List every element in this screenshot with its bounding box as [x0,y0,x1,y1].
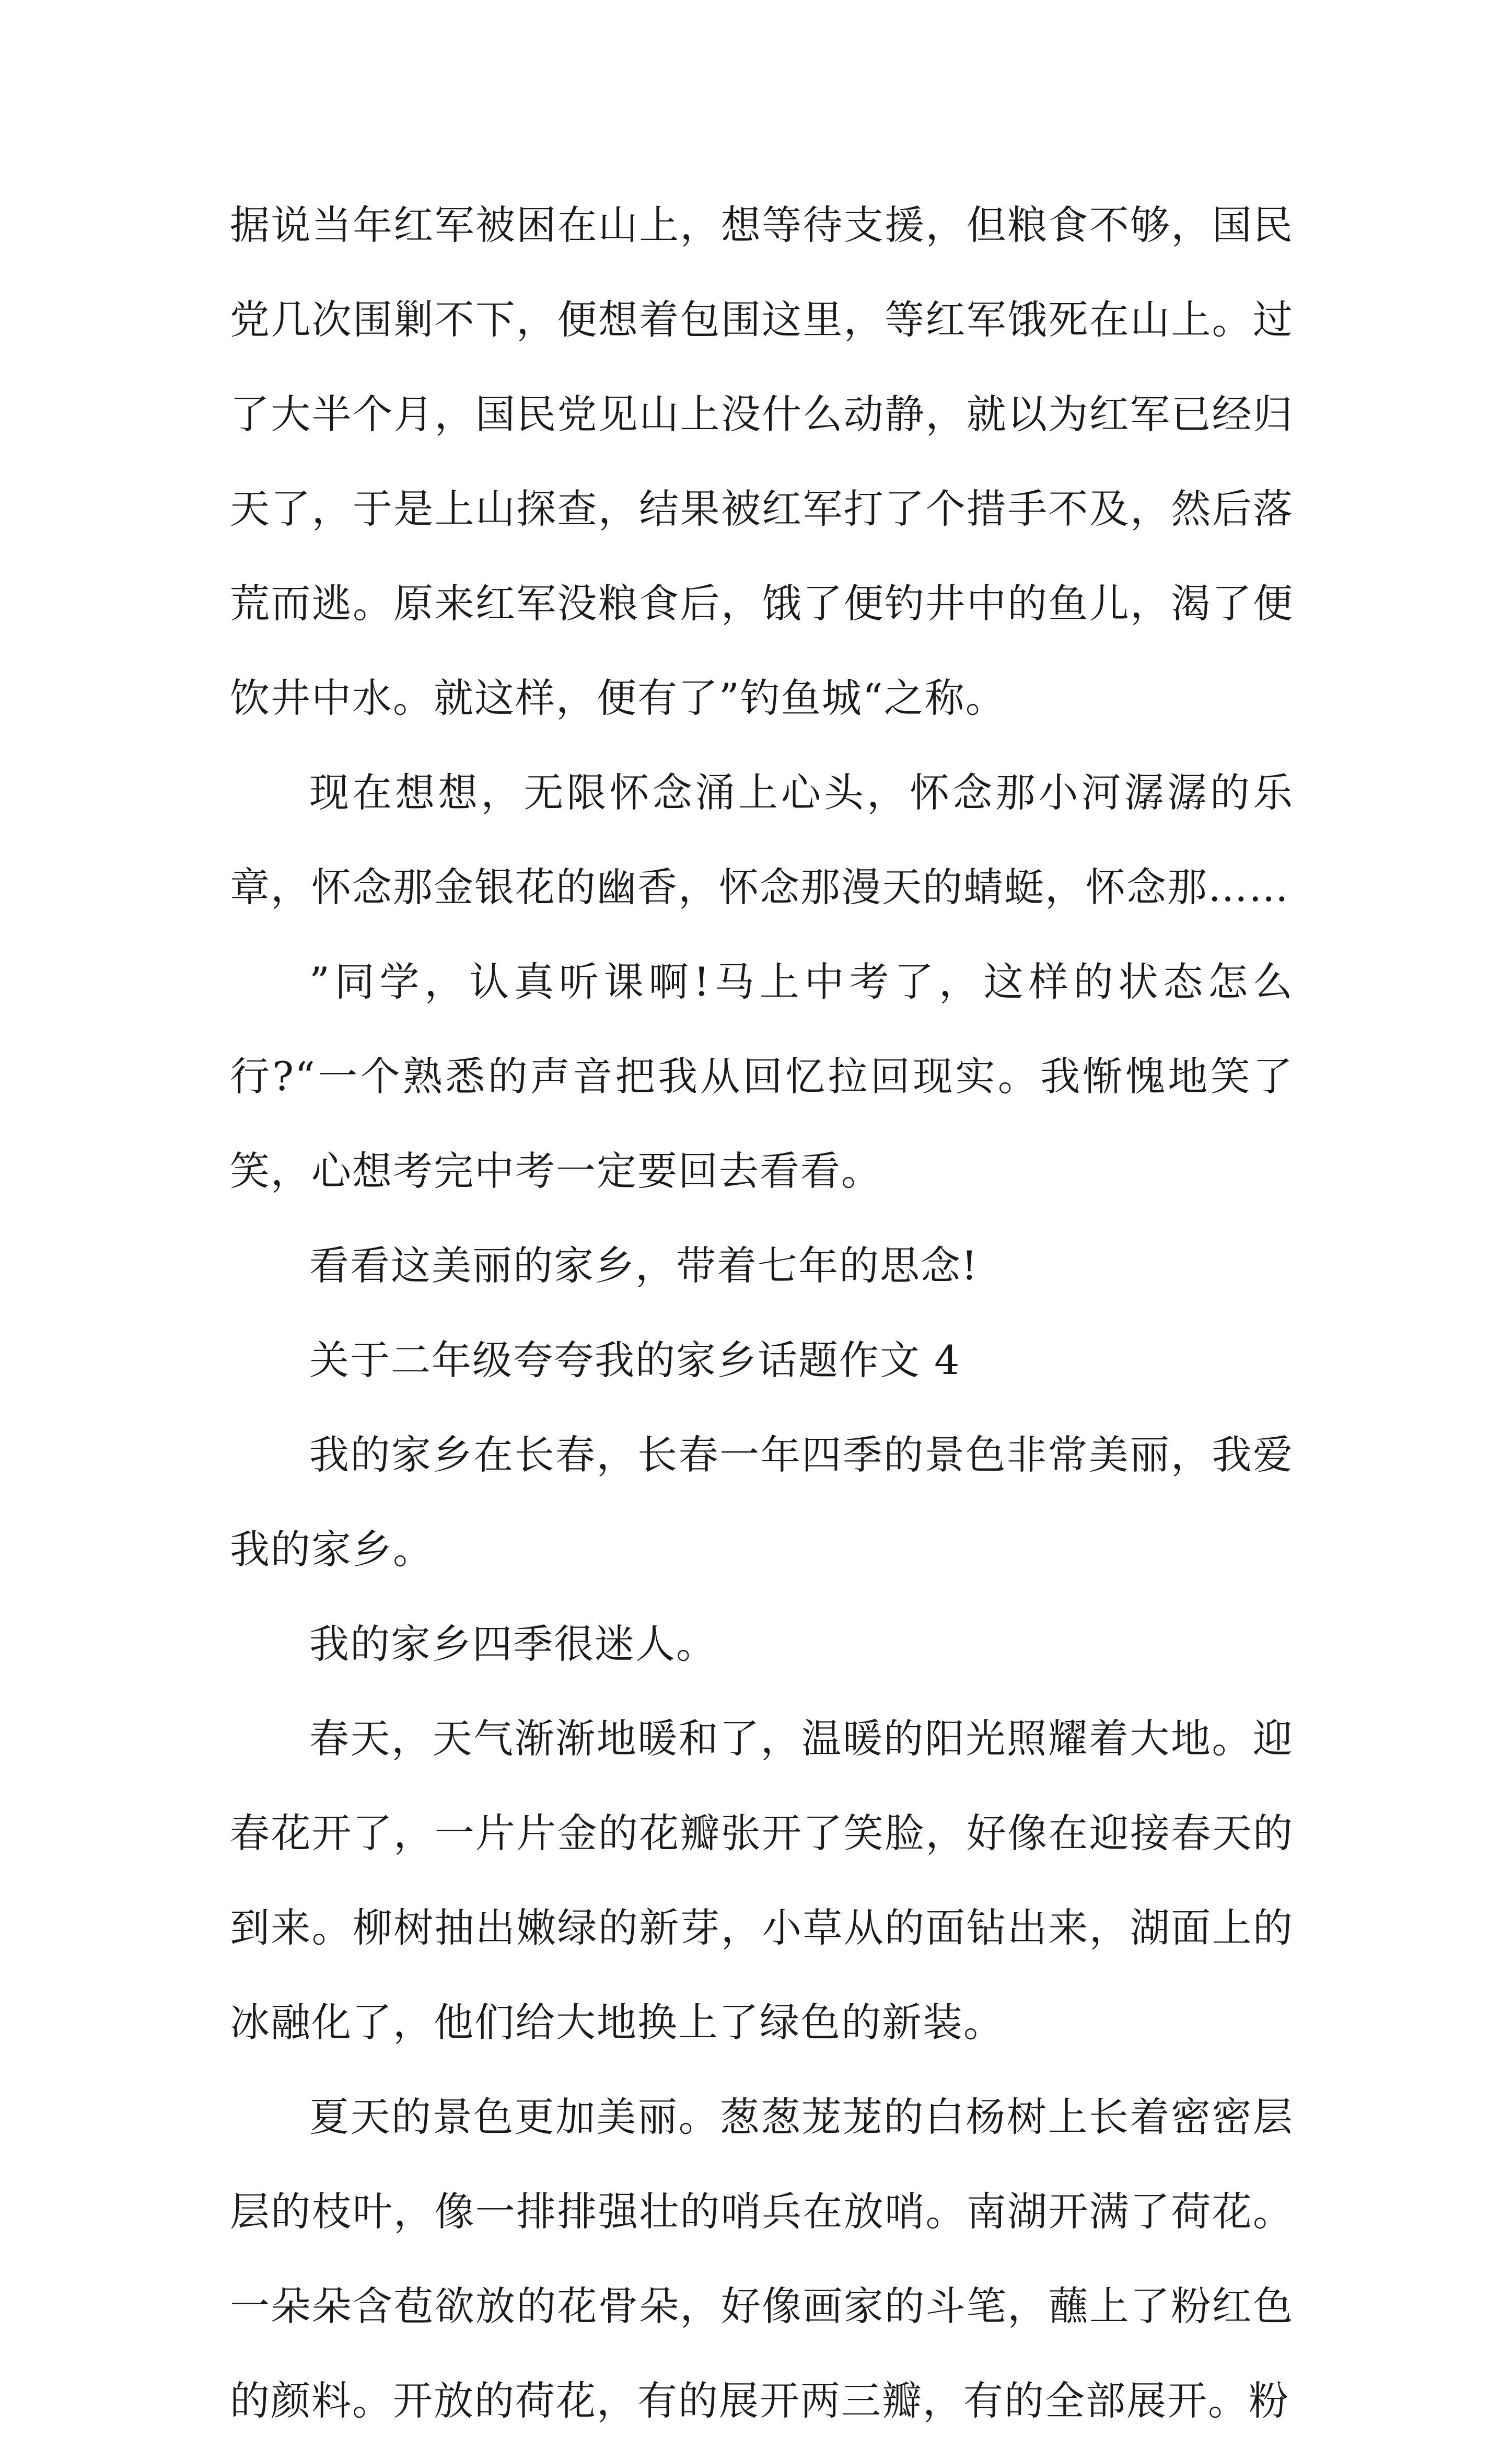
paragraph-8: 春天，天气渐渐地暖和了，温暖的阳光照耀着大地。迎春花开了，一片片金的花瓣张开了笑脸，好像在迎接春天的到来。柳树抽出嫩绿的新芽，小草从的面钻出来，湖面上的冰融化了，他们给大地换上了绿色的新装。 [230,1715,1294,2046]
paragraph-6: 我的家乡在长春，长春一年四季的景色非常美丽，我爱我的家乡。 [230,1431,1294,1573]
paragraph-4: 看看这美丽的家乡，带着七年的思念! [309,1242,979,1289]
paragraph-3: ”同学，认真听课啊!马上中考了，这样的状态怎么行?“一个熟悉的声音把我从回忆拉回现实。我惭愧地笑了笑，心想考完中考一定要回去看看。 [230,959,1294,1194]
paragraph-1: 据说当年红军被困在山上，想等待支援，但粮食不够，国民党几次围剿不下，便想着包围这里，等红军饿死在山上。过了大半个月，国民党见山上没什么动静，就以为红军已经归天了，于是上山探查，结果被红军打了个措手不及，然后落荒而逃。原来红军没粮食后，饿了便钓井中的鱼儿，渴了便饮井中水。就这样，便有了”钓鱼城“之称。 [230,202,1294,721]
document-body [230,178,1294,2448]
paragraph-7: 我的家乡四季很迷人。 [309,1621,717,1667]
paragraph-2: 现在想想，无限怀念涌上心头，怀念那小河潺潺的乐章，怀念那金银花的幽香，怀念那漫天的蜻蜓，怀念那…… [230,769,1294,910]
paragraph-9: 夏天的景色更加美丽。葱葱茏茏的白杨树上长着密密层层的枝叶，像一排排强壮的哨兵在放哨。南湖开满了荷花。一朵朵含苞欲放的花骨朵，好像画家的斗笔，蘸上了粉红色的颜料。开放的荷花，有的展开两三瓣，有的全部展开。粉 [230,2094,1294,2424]
section-heading: 关于二年级夸夸我的家乡话题作文 4 [309,1337,961,1383]
